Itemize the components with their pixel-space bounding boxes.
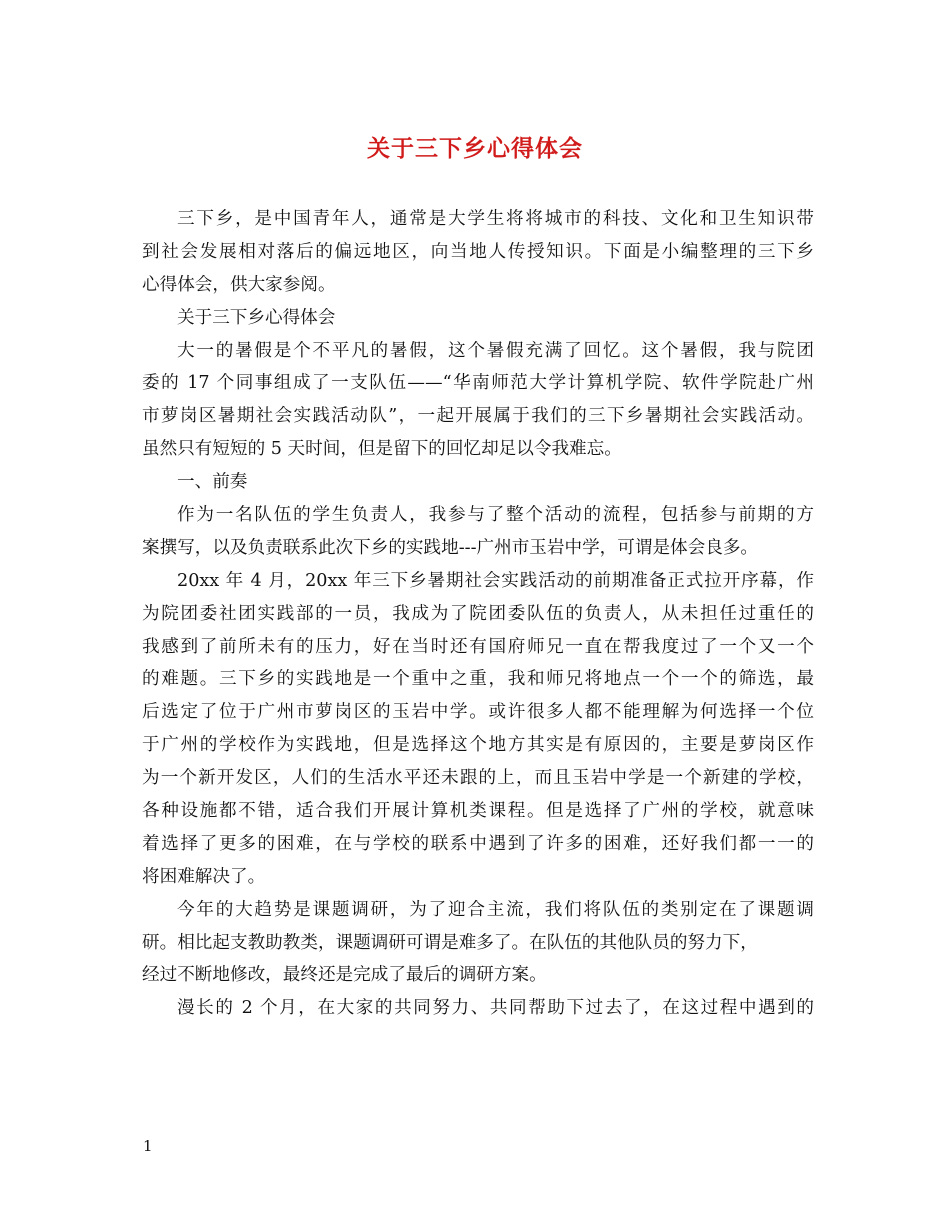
text-line: 研。相比起支教助教类，课题调研可谓是难多了。在队伍的其他队员的努力下， — [142, 932, 758, 953]
text-line: 一、前奏 — [177, 472, 248, 493]
text-line: 将困难解决了。 — [142, 866, 266, 887]
text-line: 20xx 年 4 月，20xx 年三下乡暑期社会实践活动的前期准备正式拉开序幕，作 — [177, 570, 814, 591]
text-line: 虽然只有短短的 5 天时间，但是留下的回忆却足以令我难忘。 — [142, 439, 622, 460]
page-number: 1 — [143, 1137, 153, 1155]
text-line: 为一个新开发区，人们的生活水平还未跟的上，而且玉岩中学是一个新建的学校， — [142, 768, 814, 789]
text-line: 关于三下乡心得体会 — [177, 307, 336, 328]
text-line: 大一的暑假是个不平凡的暑假，这个暑假充满了回忆。这个暑假，我与院团 — [177, 340, 814, 361]
text-line: 后选定了位于广州市萝岗区的玉岩中学。或许很多人都不能理解为何选择一个位 — [142, 702, 814, 723]
text-line: 漫长的 2 个月，在大家的共同努力、共同帮助下过去了，在这过程中遇到的 — [177, 998, 814, 1019]
text-line: 于广州的学校作为实践地，但是选择这个地方其实是有原因的，主要是萝岗区作 — [142, 735, 814, 756]
document-body — [142, 203, 814, 1025]
page-title: 关于三下乡心得体会 — [367, 136, 583, 162]
text-line: 案撰写，以及负责联系此次下乡的实践地---广州市玉岩中学，可谓是体会良多。 — [142, 537, 759, 558]
text-line: 着选择了更多的困难，在与学校的联系中遇到了许多的困难，还好我们都一一的 — [142, 833, 814, 854]
text-line: 作为一名队伍的学生负责人，我参与了整个活动的流程，包括参与前期的方 — [177, 505, 814, 526]
text-line: 为院团委社团实践部的一员，我成为了院团委队伍的负责人，从未担任过重任的 — [142, 603, 814, 624]
text-line: 委的 17 个同事组成了一支队伍——“华南师范大学计算机学院、软件学院赴广州 — [142, 373, 814, 394]
text-line: 到社会发展相对落后的偏远地区，向当地人传授知识。下面是小编整理的三下乡 — [142, 241, 814, 262]
text-line: 今年的大趋势是课题调研，为了迎合主流，我们将队伍的类别定在了课题调 — [177, 899, 814, 920]
text-line: 的难题。三下乡的实践地是一个重中之重，我和师兄将地点一个一个的筛选，最 — [142, 669, 814, 690]
text-line: 市萝岗区暑期社会实践活动队”，一起开展属于我们的三下乡暑期社会实践活动。 — [142, 406, 814, 427]
text-line: 心得体会，供大家参阅。 — [142, 274, 336, 295]
text-line: 各种设施都不错，适合我们开展计算机类课程。但是选择了广州的学校，就意味 — [142, 801, 814, 822]
text-line: 三下乡，是中国青年人，通常是大学生将将城市的科技、文化和卫生知识带 — [177, 209, 814, 229]
text-line: 我感到了前所未有的压力，好在当时还有国府师兄一直在帮我度过了一个又一个 — [142, 636, 814, 657]
text-line: 经过不断地修改，最终还是完成了最后的调研方案。 — [142, 965, 547, 986]
